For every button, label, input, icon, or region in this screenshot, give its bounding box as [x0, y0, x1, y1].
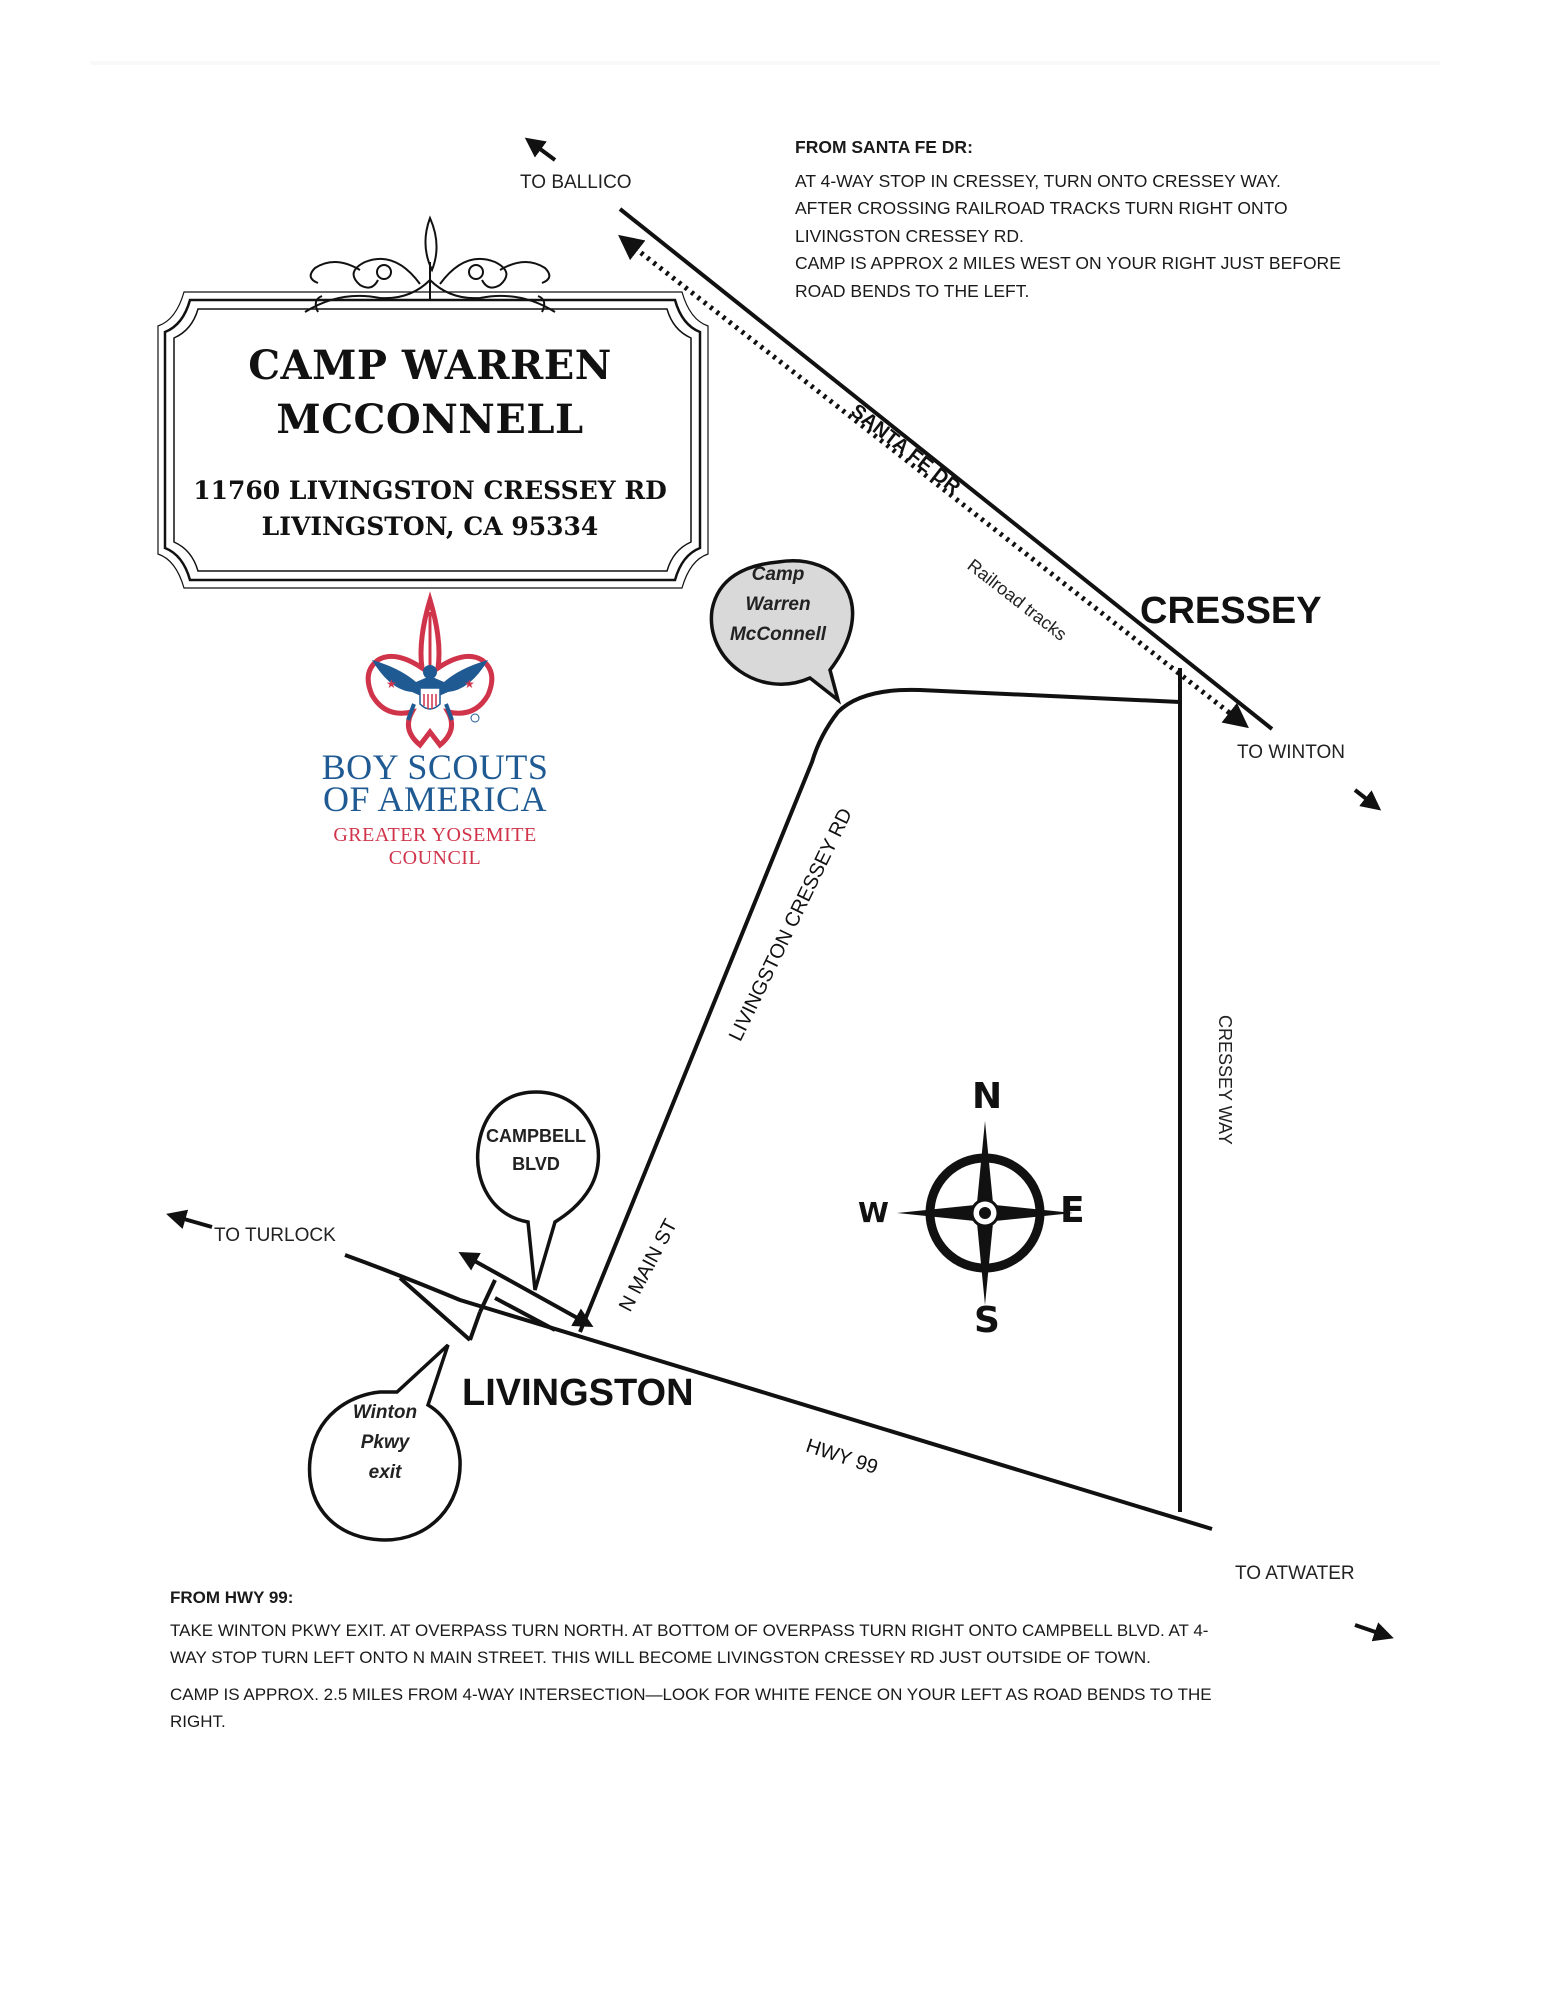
label-n-main-st: N MAIN ST: [615, 1215, 682, 1316]
camp-callout-line: McConnell: [729, 624, 827, 645]
camp-name-line1: CAMP WARREN: [248, 342, 612, 389]
directions-from-santa-fe: [795, 134, 1415, 305]
label-cressey-way: CRESSEY WAY: [1215, 1015, 1235, 1145]
camp-address-city: LIVINGSTON, CA 95334: [261, 512, 599, 541]
directions-heading: FROM HWY 99:: [170, 1588, 294, 1607]
winton-pkwy-callout-text: [330, 1398, 440, 1488]
label-town-livingston: LIVINGSTON: [462, 1372, 694, 1414]
label-livingston-cressey-rd: LIVINGSTON CRESSEY RD: [725, 804, 857, 1045]
bsa-name-line2: OF AMERICA: [322, 779, 548, 819]
ornament-crown-icon: [305, 218, 555, 312]
campbell-callout-line: BLVD: [512, 1154, 560, 1174]
direction-line: LIVINGSTON CRESSEY RD.: [795, 225, 1024, 246]
svg-text:★: ★: [386, 677, 397, 691]
camp-callout-text: [720, 560, 836, 650]
label-railroad-tracks: Railroad tracks: [963, 555, 1071, 645]
svg-text:★: ★: [464, 677, 475, 691]
label-town-cressey: CRESSEY: [1140, 590, 1322, 632]
camp-title-box: [160, 300, 700, 580]
campbell-callout-line: CAMPBELL: [486, 1126, 586, 1146]
camp-callout-line: Warren: [745, 594, 811, 615]
winton-pkwy-interchange: [400, 1254, 590, 1340]
compass-north-label: N: [972, 1076, 1003, 1117]
ballico-arrow-icon: [528, 140, 555, 160]
camp-name-line2: MCCONNELL: [276, 396, 584, 443]
directions-heading: FROM SANTA FE DR:: [795, 137, 973, 157]
direction-paragraph: TAKE WINTON PKWY EXIT. AT OVERPASS TURN NORTH. AT BOTTOM OF OVERPASS TURN RIGHT ONTO CAMPBELL BLVD. AT 4-WAY STOP TURN LEFT ONTO N MAIN STREET. THIS WILL BECOME LIVINGSTON CRESSEY RD JUST OUTSIDE OF TOWN.: [170, 1621, 1209, 1667]
council-name-line2: COUNCIL: [388, 847, 482, 869]
compass-east-label: E: [1060, 1190, 1085, 1231]
bsa-fleur-de-lis-icon: [368, 600, 492, 745]
camp-callout-line: Camp: [751, 564, 805, 585]
atwater-arrow-icon: [1355, 1625, 1390, 1637]
winton-callout-line: Winton: [352, 1402, 418, 1423]
bsa-name-line1: BOY SCOUTS: [321, 747, 549, 787]
direction-line: AFTER CROSSING RAILROAD TRACKS TURN RIGHT ONTO: [795, 198, 1288, 218]
winton-callout-line: Pkwy: [360, 1432, 410, 1453]
label-santa-fe-dr: SANTA FE DR: [846, 400, 965, 499]
directions-from-hwy-99: [170, 1584, 1220, 1735]
winton-arrow-icon: [1355, 790, 1378, 808]
label-to-ballico: TO BALLICO: [520, 172, 632, 193]
winton-callout-line: exit: [368, 1462, 402, 1483]
direction-line: ROAD BENDS TO THE LEFT.: [795, 280, 1030, 301]
compass-west-label: W: [858, 1196, 889, 1229]
turlock-arrow-icon: [170, 1215, 212, 1227]
direction-line: AT 4-WAY STOP IN CRESSEY, TURN ONTO CRESSEY WAY.: [795, 170, 1281, 191]
council-name-line1: GREATER YOSEMITE: [333, 824, 537, 846]
label-to-winton: TO WINTON: [1237, 742, 1346, 763]
label-hwy-99: HWY 99: [803, 1435, 881, 1479]
label-to-atwater: TO ATWATER: [1235, 1563, 1355, 1584]
label-to-turlock: TO TURLOCK: [214, 1225, 336, 1246]
direction-paragraph: CAMP IS APPROX. 2.5 MILES FROM 4-WAY INTERSECTION—LOOK FOR WHITE FENCE ON YOUR LEFT AS ROAD BENDS TO THE RIGHT.: [170, 1685, 1212, 1731]
compass-south-label: S: [974, 1300, 1000, 1341]
campbell-callout-text: [480, 1122, 592, 1178]
camp-address-street: 11760 LIVINGSTON CRESSEY RD: [193, 476, 667, 505]
compass-rose-icon: [897, 1121, 1073, 1305]
direction-line: CAMP IS APPROX 2 MILES WEST ON YOUR RIGHT JUST BEFORE: [795, 253, 1341, 273]
